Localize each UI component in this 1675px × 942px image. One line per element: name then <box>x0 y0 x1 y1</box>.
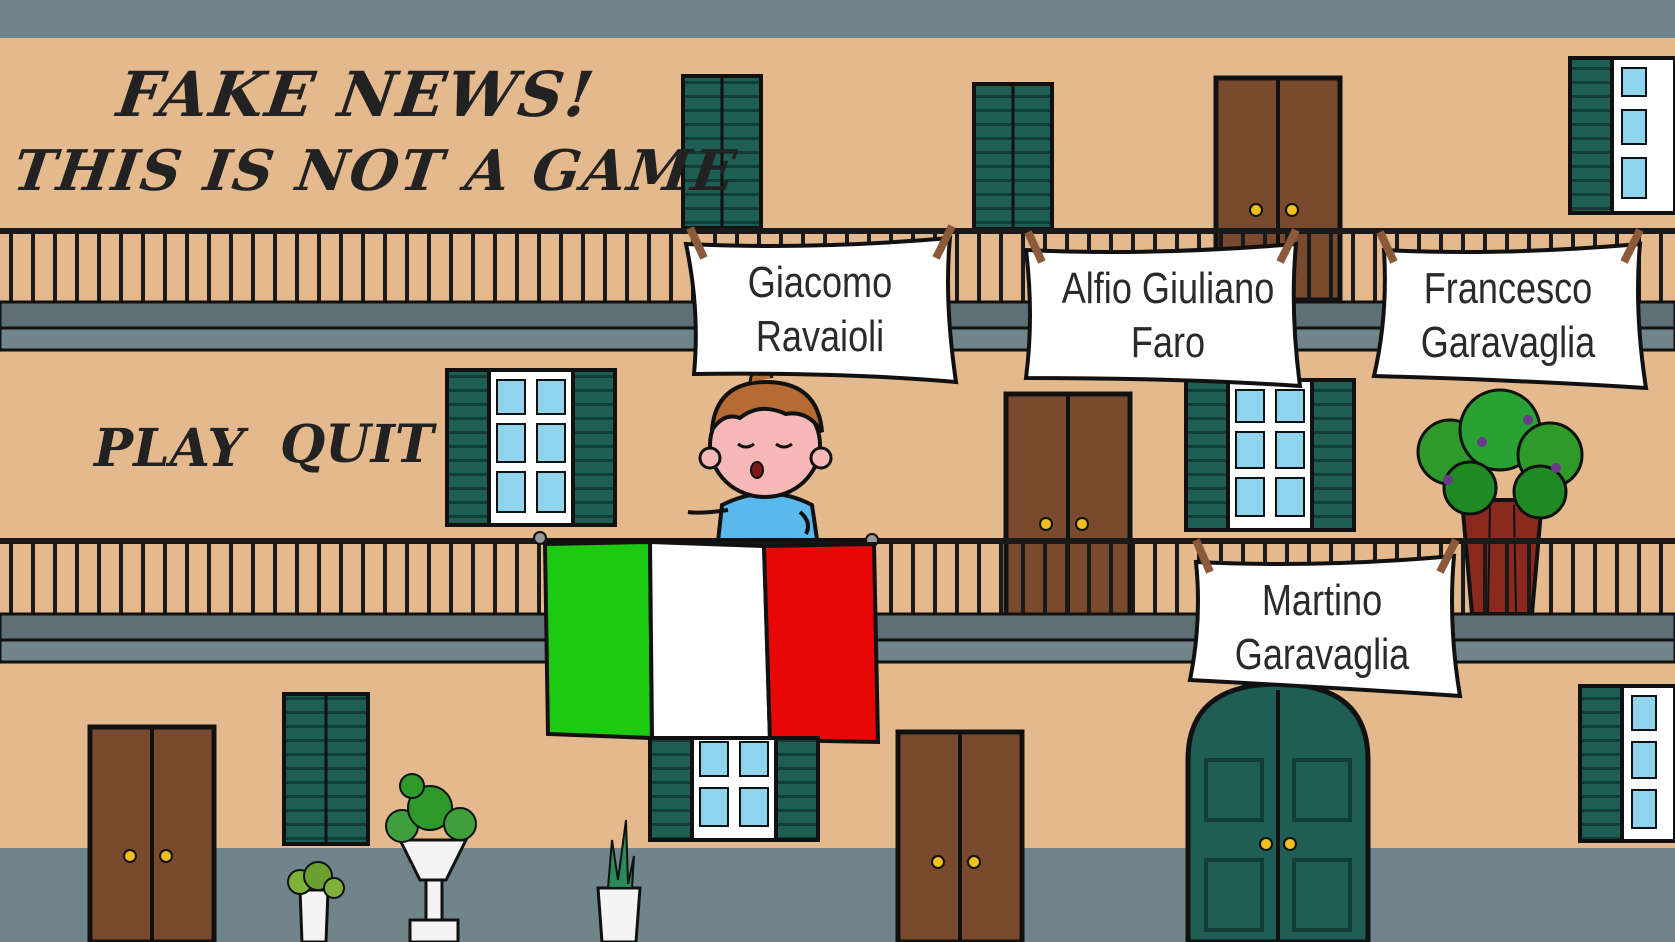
credit-francesco <box>1403 262 1613 370</box>
ground-window-right <box>1580 686 1675 841</box>
credit-giacomo <box>722 256 919 364</box>
credit-martino-last: Garavaglia <box>1234 630 1410 679</box>
quit-button[interactable]: QUIT <box>280 414 434 475</box>
credit-martino-first: Martino <box>1261 576 1383 625</box>
ground-door-center <box>898 732 1022 942</box>
ground-window-center <box>650 738 818 840</box>
street <box>0 848 1675 942</box>
credit-giacomo-last: Ravaioli <box>755 312 885 361</box>
credit-francesco-first: Francesco <box>1423 264 1593 313</box>
credit-alfio-first: Alfio Giuliano <box>1061 264 1275 313</box>
ground-arched-door <box>1188 684 1368 942</box>
credit-martino <box>1217 574 1427 682</box>
credit-alfio-last: Faro <box>1130 318 1206 367</box>
top-window-right <box>1570 58 1675 213</box>
ground-door-left <box>90 727 214 942</box>
top-shutter-2 <box>974 84 1052 229</box>
middle-window-right <box>1186 380 1354 530</box>
credit-giacomo-first: Giacomo <box>747 258 893 307</box>
game-title-line1: FAKE NEWS! <box>112 58 600 131</box>
ground-shutter-left <box>284 694 368 844</box>
game-title-line2: THIS IS NOT A GAME <box>9 138 742 204</box>
credit-francesco-last: Garavaglia <box>1420 318 1596 367</box>
middle-window-left <box>447 370 615 525</box>
play-button[interactable]: PLAY <box>94 418 245 479</box>
sky-band <box>0 0 1675 38</box>
credit-alfio <box>1037 262 1299 370</box>
italian-flag <box>534 532 880 742</box>
